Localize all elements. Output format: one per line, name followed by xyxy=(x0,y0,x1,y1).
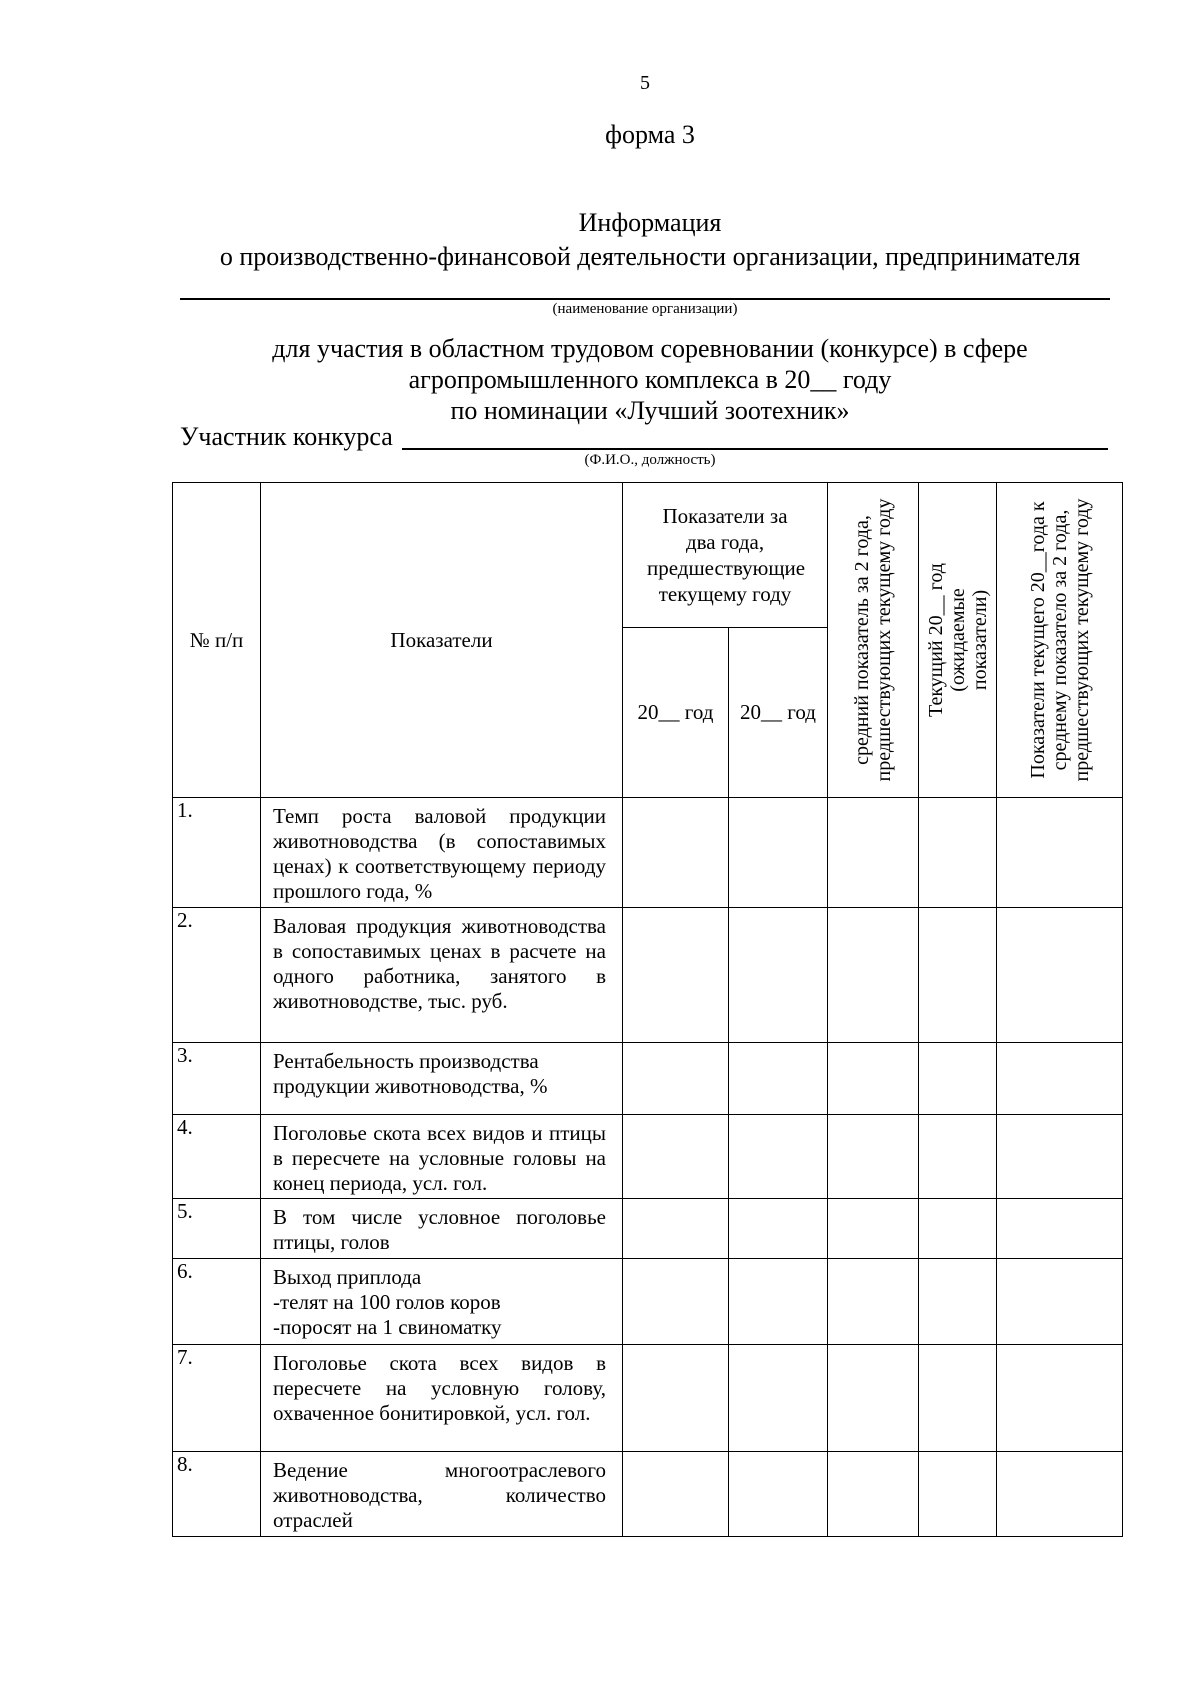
doc-subtitle: о производственно-финансовой деятельности организации, предпринимателя xyxy=(219,242,1081,271)
header-year-2: 20__ год xyxy=(729,628,828,798)
participant-label: Участник конкурса xyxy=(180,422,393,451)
row-indicator-title: Выход приплода xyxy=(273,1265,422,1289)
page-number: 5 xyxy=(640,72,650,94)
participant-caption: (Ф.И.О., должность) xyxy=(584,452,716,468)
header-two-years: Показатели за два года, предшествующие текущему году xyxy=(623,483,828,628)
row-number: 8. xyxy=(173,1452,261,1537)
form-label: форма 3 xyxy=(605,120,695,149)
header-avg: средний показатель за 2 года, предшествующих текущему году xyxy=(851,498,896,782)
header-current: Текущий 20__ год (ожидаемые показатели) xyxy=(924,563,991,717)
org-name-line xyxy=(180,298,1110,300)
indicators-table xyxy=(172,482,1123,1537)
org-caption: (наименование организации) xyxy=(552,301,738,317)
header-year-1: 20__ год xyxy=(623,628,729,798)
header-ratio-cell xyxy=(997,483,1123,798)
row-indicator: Ведение многоотраслевого животноводства, количество отраслей xyxy=(261,1452,623,1537)
table-row xyxy=(173,1259,1123,1345)
table-row xyxy=(173,908,1123,1043)
table-row xyxy=(173,1199,1123,1259)
header-num: № п/п xyxy=(173,483,261,798)
table-row xyxy=(173,1452,1123,1537)
row-number: 6. xyxy=(173,1259,261,1345)
row-indicator: Валовая продукция животноводства в сопоставимых ценах в расчете на одного работника, занятого в животноводстве, тыс. руб. xyxy=(261,908,623,1043)
row-indicator-line: -поросят на 1 свиноматку xyxy=(273,1315,502,1339)
table-row xyxy=(173,1345,1123,1452)
row-indicator: В том числе условное поголовье птицы, голов xyxy=(261,1199,623,1259)
row-number: 5. xyxy=(173,1199,261,1259)
row-indicator: Темп роста валовой продукции животноводства (в сопоставимых ценах) к соответствующему периоду прошлого года, % xyxy=(261,798,623,908)
purpose-line-1: для участия в областном трудовом соревновании (конкурсе) в сфере xyxy=(272,334,1028,363)
header-ratio: Показатели текущего 20__года к среднему показатело за 2 года, предшествующих текущему году xyxy=(1026,498,1093,782)
row-number: 1. xyxy=(173,798,261,908)
row-number: 7. xyxy=(173,1345,261,1452)
header-indicators: Показатели xyxy=(261,483,623,798)
row-number: 2. xyxy=(173,908,261,1043)
row-indicator: Рентабельность производства продукции животноводства, % xyxy=(261,1043,623,1115)
row-number: 4. xyxy=(173,1115,261,1199)
table-row xyxy=(173,1115,1123,1199)
header-current-cell xyxy=(919,483,997,798)
row-number: 3. xyxy=(173,1043,261,1115)
row-indicator: Поголовье скота всех видов и птицы в пересчете на условные головы на конец периода, усл. гол. xyxy=(261,1115,623,1199)
participant-line xyxy=(402,448,1108,450)
row-indicator-line: -телят на 100 голов коров xyxy=(273,1290,501,1314)
row-indicator xyxy=(261,1259,623,1345)
purpose-line-3: по номинации «Лучший зоотехник» xyxy=(450,396,850,425)
header-avg-cell xyxy=(828,483,919,798)
table-row xyxy=(173,1043,1123,1115)
purpose-line-2: агропромышленного комплекса в 20__ году xyxy=(408,365,892,394)
table-row xyxy=(173,798,1123,908)
doc-title: Информация xyxy=(578,208,722,237)
row-indicator: Поголовье скота всех видов в пересчете на условную голову, охваченное бонитировкой, усл. гол. xyxy=(261,1345,623,1452)
